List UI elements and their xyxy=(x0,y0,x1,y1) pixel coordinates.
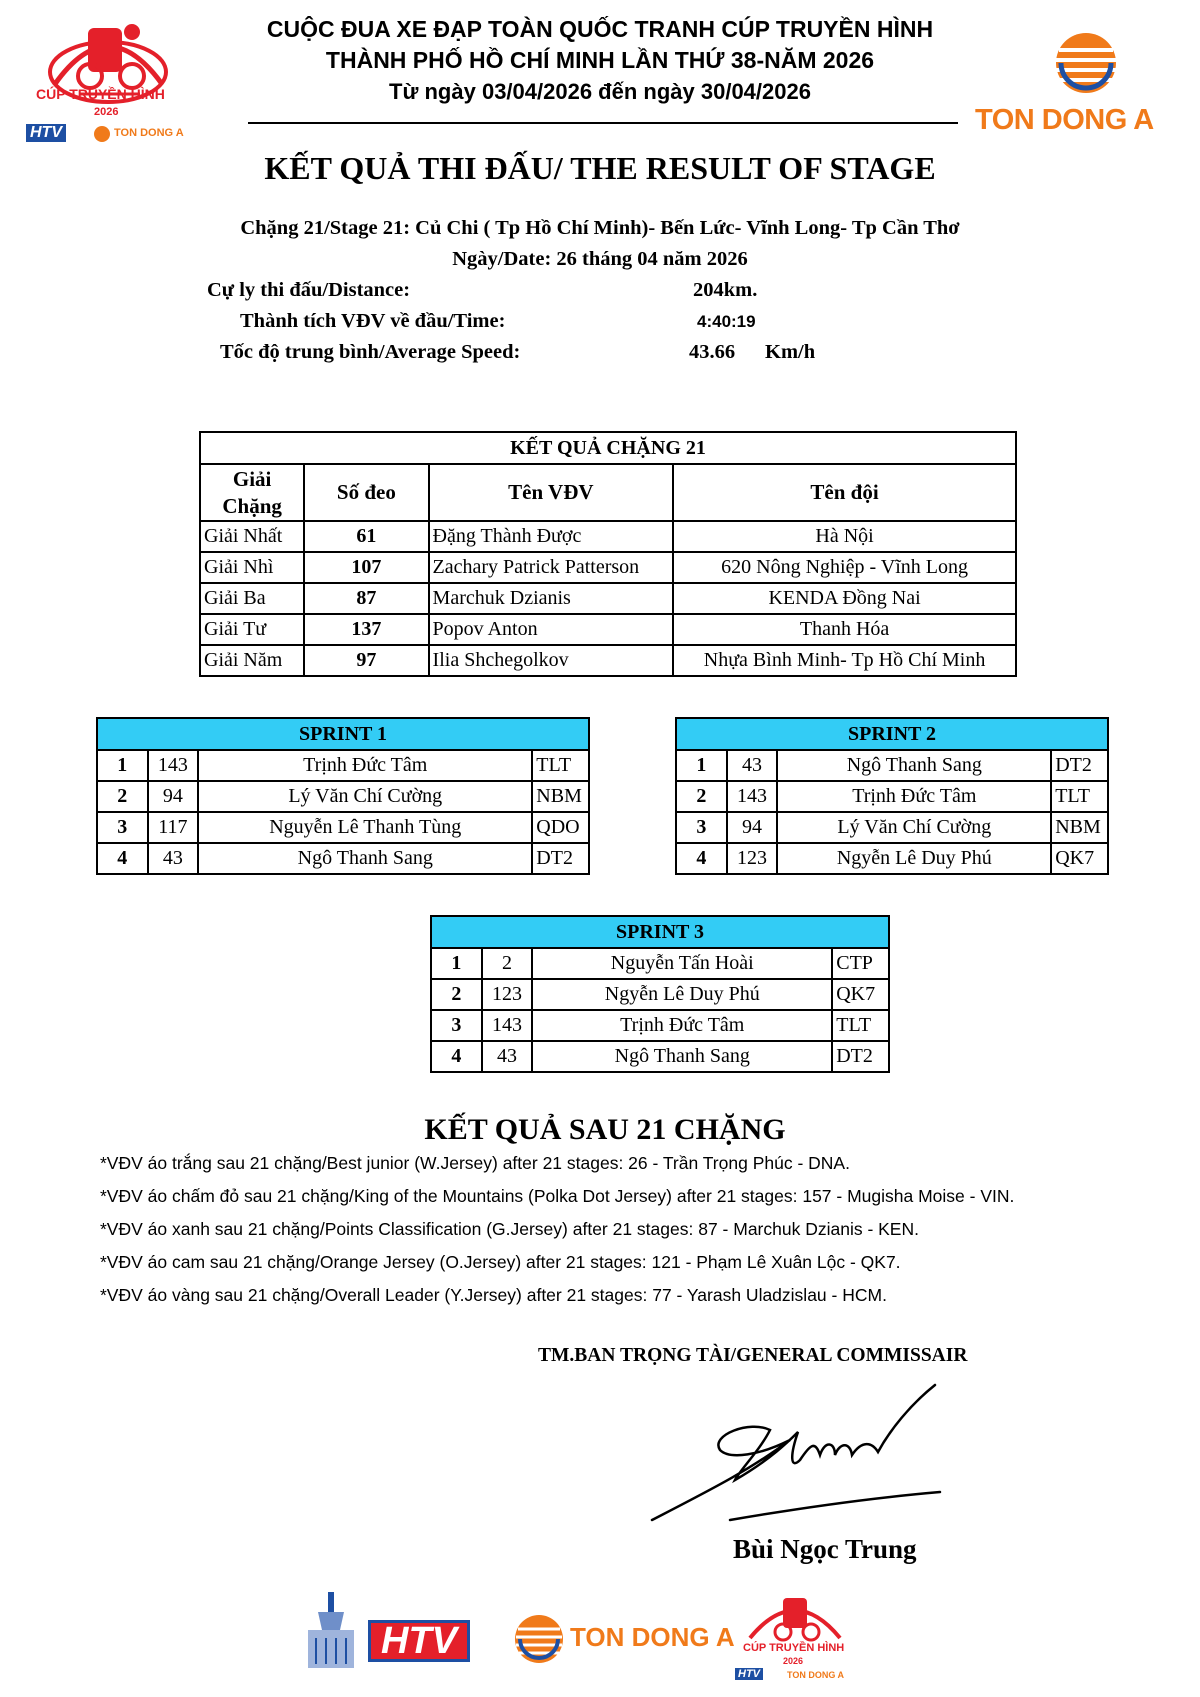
tondonga-logo-text: TON DONG A xyxy=(975,104,1154,136)
tondonga-small-icon xyxy=(94,126,110,142)
rider-cell: Zachary Patrick Patterson xyxy=(429,552,674,583)
table-row xyxy=(431,1010,889,1041)
prize-cell: Giải Tư xyxy=(200,614,304,645)
signature-name: Bùi Ngọc Trung xyxy=(733,1534,917,1564)
team-cell: Hà Nội xyxy=(673,521,1016,552)
tondonga-sphere-icon xyxy=(1051,28,1121,98)
rider-cell: Trịnh Đức Tâm xyxy=(777,781,1051,812)
signature-role: TM.BAN TRỌNG TÀI/GENERAL COMMISSAIR xyxy=(538,1345,968,1366)
table-row xyxy=(676,812,1108,843)
classification-line-white: *VĐV áo trắng sau 21 chặng/Best junior (W.Jersey) after 21 stages: 26 - Trần Trọng Phúc - DNA. xyxy=(100,1153,850,1173)
stage-date: Ngày/Date: 26 tháng 04 năm 2026 xyxy=(452,248,748,270)
team-code-cell: NBM xyxy=(1051,812,1108,843)
team-cell: KENDA Đồng Nai xyxy=(673,583,1016,614)
team-code-cell: QDO xyxy=(532,812,589,843)
sprint-1-table xyxy=(96,717,590,875)
table-row xyxy=(431,979,889,1010)
bib-cell: 143 xyxy=(482,1010,533,1041)
bib-cell: 61 xyxy=(304,521,428,552)
stage-result-title: KẾT QUẢ CHẶNG 21 xyxy=(200,432,1016,464)
table-row xyxy=(97,750,589,781)
speed-label: Tốc độ trung bình/Average Speed: xyxy=(220,341,521,363)
rider-cell: Trịnh Đức Tâm xyxy=(532,1010,832,1041)
team-code-cell: DT2 xyxy=(532,843,589,874)
team-cell: Thanh Hóa xyxy=(673,614,1016,645)
signature-scribble-icon xyxy=(640,1380,960,1550)
header-line-1: CUỘC ĐUA XE ĐẠP TOÀN QUỐC TRANH CÚP TRUYỀN HÌNH xyxy=(266,16,934,42)
tondonga-footer-text: TON DONG A xyxy=(570,1622,735,1652)
rider-cell: Ngyễn Lê Duy Phú xyxy=(532,979,832,1010)
rank-cell: 3 xyxy=(97,812,148,843)
cup-footer-year: 2026 xyxy=(783,1656,804,1666)
classification-line-green: *VĐV áo xanh sau 21 chặng/Points Classification (G.Jersey) after 21 stages: 87 - Marchuk Dzianis - KEN. xyxy=(100,1219,919,1239)
bib-cell: 97 xyxy=(304,645,428,676)
bib-cell: 94 xyxy=(727,812,778,843)
rank-cell: 4 xyxy=(676,843,727,874)
bib-cell: 143 xyxy=(727,781,778,812)
header-divider xyxy=(248,122,958,124)
rider-cell: Lý Văn Chí Cường xyxy=(198,781,532,812)
classification-title: KẾT QUẢ SAU 21 CHẶNG xyxy=(424,1113,786,1146)
bib-cell: 43 xyxy=(148,843,199,874)
bib-cell: 123 xyxy=(727,843,778,874)
header-line-3: Từ ngày 03/04/2026 đến ngày 30/04/2026 xyxy=(389,79,811,104)
team-code-cell: DT2 xyxy=(1051,750,1108,781)
col-header-bib: Số đeo xyxy=(304,464,428,521)
distance-label: Cự ly thi đấu/Distance: xyxy=(207,279,411,301)
sprint-2-title: SPRINT 2 xyxy=(676,718,1108,750)
htv-logo-small: HTV xyxy=(26,124,66,142)
col-header-rider: Tên VĐV xyxy=(429,464,674,521)
table-row xyxy=(200,552,1016,583)
team-cell: Nhựa Bình Minh- Tp Hồ Chí Minh xyxy=(673,645,1016,676)
rank-cell: 2 xyxy=(97,781,148,812)
table-row xyxy=(200,521,1016,552)
cup-logo-name: CÚP TRUYỀN HÌNH xyxy=(36,86,165,102)
col-header-prize: Giải Chặng xyxy=(200,464,304,521)
team-cell: 620 Nông Nghiệp - Vĩnh Long xyxy=(673,552,1016,583)
table-row xyxy=(676,843,1108,874)
rider-cell: Nguyễn Lê Thanh Tùng xyxy=(198,812,532,843)
table-row xyxy=(97,843,589,874)
rank-cell: 4 xyxy=(97,843,148,874)
rider-cell: Ngô Thanh Sang xyxy=(532,1041,832,1072)
rank-cell: 4 xyxy=(431,1041,482,1072)
table-row xyxy=(431,948,889,979)
rider-cell: Ngyễn Lê Duy Phú xyxy=(777,843,1051,874)
stage-name: Chặng 21/Stage 21: Củ Chi ( Tp Hồ Chí Minh)- Bến Lức- Vĩnh Long- Tp Cần Thơ xyxy=(240,217,960,239)
classification-line-orange: *VĐV áo cam sau 21 chặng/Orange Jersey (O.Jersey) after 21 stages: 121 - Phạm Lê Xuân Lộc - QK7. xyxy=(100,1252,901,1272)
prize-cell: Giải Năm xyxy=(200,645,304,676)
table-row xyxy=(676,750,1108,781)
cup-footer-emblem-icon xyxy=(735,1588,855,1648)
rider-cell: Đặng Thành Được xyxy=(429,521,674,552)
table-row xyxy=(431,1041,889,1072)
rank-cell: 1 xyxy=(676,750,727,781)
bib-cell: 2 xyxy=(482,948,533,979)
speed-unit: Km/h xyxy=(765,341,816,363)
rider-cell: Ngô Thanh Sang xyxy=(777,750,1051,781)
header-line-2: THÀNH PHỐ HỒ CHÍ MINH LẦN THỨ 38-NĂM 2026 xyxy=(325,47,875,73)
sprint-3-title: SPRINT 3 xyxy=(431,916,889,948)
bib-cell: 143 xyxy=(148,750,199,781)
bib-cell: 94 xyxy=(148,781,199,812)
team-code-cell: TLT xyxy=(1051,781,1108,812)
cup-logo-year: 2026 xyxy=(94,106,119,118)
stage-result-table xyxy=(199,431,1017,677)
bib-cell: 43 xyxy=(482,1041,533,1072)
rank-cell: 3 xyxy=(431,1010,482,1041)
rider-cell: Lý Văn Chí Cường xyxy=(777,812,1051,843)
distance-value: 204km. xyxy=(693,279,758,301)
sprint-3-table xyxy=(430,915,890,1073)
table-row xyxy=(200,583,1016,614)
bib-cell: 43 xyxy=(727,750,778,781)
prize-cell: Giải Nhì xyxy=(200,552,304,583)
time-value: 4:40:19 xyxy=(697,312,756,331)
tondonga-footer-sphere-icon xyxy=(512,1612,566,1666)
page-title: KẾT QUẢ THI ĐẤU/ THE RESULT OF STAGE xyxy=(264,150,936,186)
table-row xyxy=(200,645,1016,676)
team-code-cell: TLT xyxy=(532,750,589,781)
rider-cell: Marchuk Dzianis xyxy=(429,583,674,614)
cup-footer-name: CÚP TRUYỀN HÌNH xyxy=(743,1642,845,1654)
team-code-cell: DT2 xyxy=(832,1041,889,1072)
time-label: Thành tích VĐV về đầu/Time: xyxy=(240,310,506,332)
cup-logo xyxy=(20,14,195,144)
bib-cell: 107 xyxy=(304,552,428,583)
sprint-1-title: SPRINT 1 xyxy=(97,718,589,750)
classification-line-yellow: *VĐV áo vàng sau 21 chặng/Overall Leader (Y.Jersey) after 21 stages: 77 - Yarash Uladzislau - HCM. xyxy=(100,1285,887,1305)
sprint-2-table xyxy=(675,717,1109,875)
htv-footer-small: HTV xyxy=(735,1668,763,1680)
team-code-cell: QK7 xyxy=(832,979,889,1010)
table-row xyxy=(97,812,589,843)
team-code-cell: QK7 xyxy=(1051,843,1108,874)
team-code-cell: TLT xyxy=(832,1010,889,1041)
rider-cell: Ngô Thanh Sang xyxy=(198,843,532,874)
rider-cell: Popov Anton xyxy=(429,614,674,645)
tondonga-logo-small: TON DONG A xyxy=(114,127,184,139)
table-row xyxy=(676,781,1108,812)
rank-cell: 3 xyxy=(676,812,727,843)
table-row xyxy=(200,614,1016,645)
team-code-cell: NBM xyxy=(532,781,589,812)
rank-cell: 1 xyxy=(97,750,148,781)
bib-cell: 137 xyxy=(304,614,428,645)
prize-cell: Giải Ba xyxy=(200,583,304,614)
team-code-cell: CTP xyxy=(832,948,889,979)
tondonga-footer-small: TON DONG A xyxy=(787,1670,845,1680)
bib-cell: 123 xyxy=(482,979,533,1010)
rider-cell: Nguyễn Tấn Hoài xyxy=(532,948,832,979)
rider-cell: Ilia Shchegolkov xyxy=(429,645,674,676)
rank-cell: 1 xyxy=(431,948,482,979)
speed-value: 43.66 xyxy=(689,341,736,363)
classification-line-polka: *VĐV áo chấm đỏ sau 21 chặng/King of the Mountains (Polka Dot Jersey) after 21 stages: 157 - Mugisha Moise - VIN. xyxy=(100,1186,1015,1206)
rank-cell: 2 xyxy=(431,979,482,1010)
rank-cell: 2 xyxy=(676,781,727,812)
col-header-team: Tên đội xyxy=(673,464,1016,521)
table-row xyxy=(97,781,589,812)
htv-logo: HTV xyxy=(368,1620,470,1662)
prize-cell: Giải Nhất xyxy=(200,521,304,552)
rider-cell: Trịnh Đức Tâm xyxy=(198,750,532,781)
bib-cell: 87 xyxy=(304,583,428,614)
bib-cell: 117 xyxy=(148,812,199,843)
htv-tower-icon xyxy=(298,1590,368,1670)
tondonga-logo xyxy=(975,28,1190,138)
cup-footer-logo xyxy=(735,1588,855,1688)
